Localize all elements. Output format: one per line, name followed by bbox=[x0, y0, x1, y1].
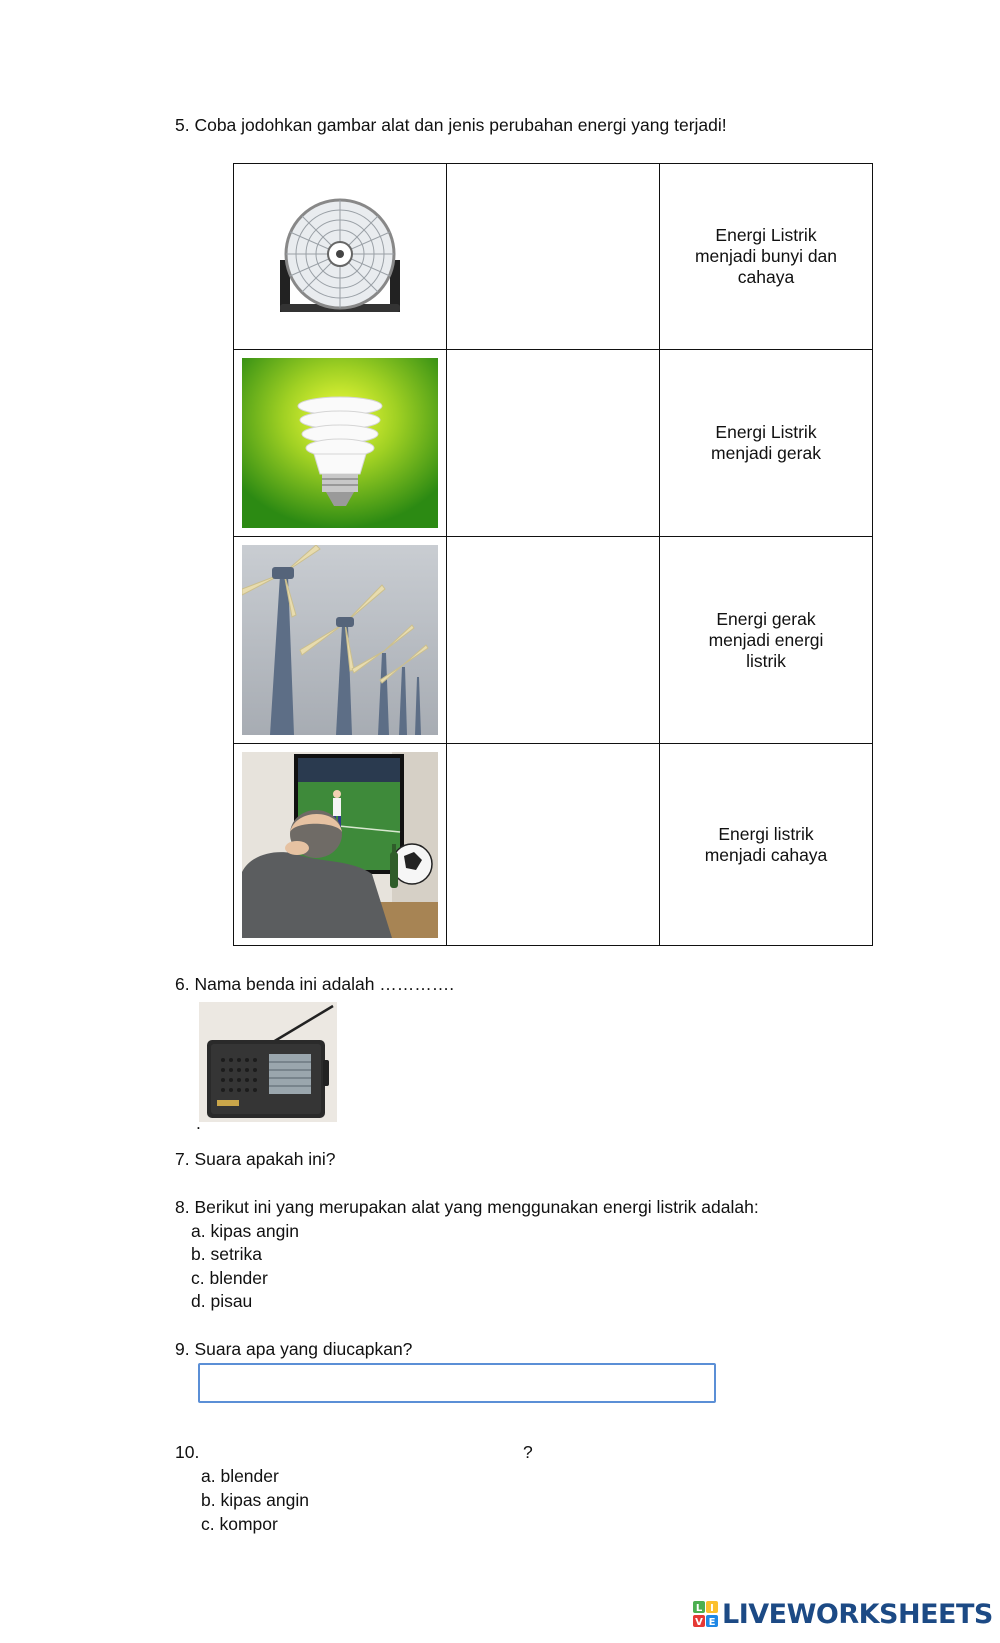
light-bulb-image bbox=[242, 358, 438, 528]
table-row bbox=[234, 744, 873, 946]
logo-letter: L bbox=[695, 1603, 703, 1614]
drop-cell[interactable] bbox=[447, 744, 660, 946]
wind-turbines-image bbox=[242, 545, 438, 735]
electric-fan-image bbox=[270, 192, 410, 322]
question-10-option: b. kipas angin bbox=[201, 1490, 309, 1510]
table-row bbox=[234, 537, 873, 744]
energy-label-cell bbox=[660, 350, 873, 537]
liveworksheets-logo bbox=[693, 1598, 993, 1630]
liveworksheets-wordmark: LIVEWORKSHEETS bbox=[722, 1598, 993, 1630]
question-7-prompt: 7. Suara apakah ini? bbox=[175, 1149, 336, 1169]
question-8-prompt: 8. Berikut ini yang merupakan alat yang menggunakan energi listrik adalah: bbox=[175, 1197, 759, 1217]
energy-label: Energi listrik menjadi cahaya bbox=[704, 823, 828, 865]
drop-cell[interactable] bbox=[447, 164, 660, 350]
radio-image bbox=[199, 1002, 337, 1122]
liveworksheets-logo-icon bbox=[693, 1599, 719, 1629]
table-row bbox=[234, 164, 873, 350]
energy-label-cell bbox=[660, 164, 873, 350]
question-8-option: a. kipas angin bbox=[191, 1221, 299, 1241]
matching-table bbox=[233, 163, 873, 946]
question-10-question-mark: ? bbox=[523, 1442, 533, 1462]
question-10-option: a. blender bbox=[201, 1466, 279, 1486]
question-8-option: b. setrika bbox=[191, 1244, 262, 1264]
image-cell bbox=[234, 350, 447, 537]
drop-cell[interactable] bbox=[447, 350, 660, 537]
logo-letter: I bbox=[710, 1603, 714, 1614]
drop-cell[interactable] bbox=[447, 537, 660, 744]
answer-input[interactable] bbox=[198, 1363, 716, 1403]
man-watching-tv-image bbox=[242, 752, 438, 938]
question-5-prompt: 5. Coba jodohkan gambar alat dan jenis perubahan energi yang terjadi! bbox=[175, 115, 727, 135]
logo-letter: E bbox=[708, 1617, 716, 1628]
question-6-prompt: 6. Nama benda ini adalah …………. bbox=[175, 974, 455, 994]
question-10-option: c. kompor bbox=[201, 1514, 278, 1534]
question-8-option: c. blender bbox=[191, 1268, 268, 1288]
table-row bbox=[234, 350, 873, 537]
image-cell bbox=[234, 744, 447, 946]
question-8-option: d. pisau bbox=[191, 1291, 253, 1311]
question-9-prompt: 9. Suara apa yang diucapkan? bbox=[175, 1339, 413, 1359]
energy-label-cell bbox=[660, 537, 873, 744]
question-6-dot: . bbox=[196, 1113, 201, 1133]
energy-label: Energi gerak menjadi energi listrik bbox=[708, 608, 824, 671]
question-10-number: 10. bbox=[175, 1442, 200, 1462]
logo-letter: V bbox=[695, 1617, 703, 1628]
image-cell bbox=[234, 164, 447, 350]
energy-label-cell bbox=[660, 744, 873, 946]
energy-label: Energi Listrik menjadi gerak bbox=[711, 422, 821, 463]
energy-label: Energi Listrik menjadi bunyi dan cahaya bbox=[694, 225, 838, 287]
image-cell bbox=[234, 537, 447, 744]
